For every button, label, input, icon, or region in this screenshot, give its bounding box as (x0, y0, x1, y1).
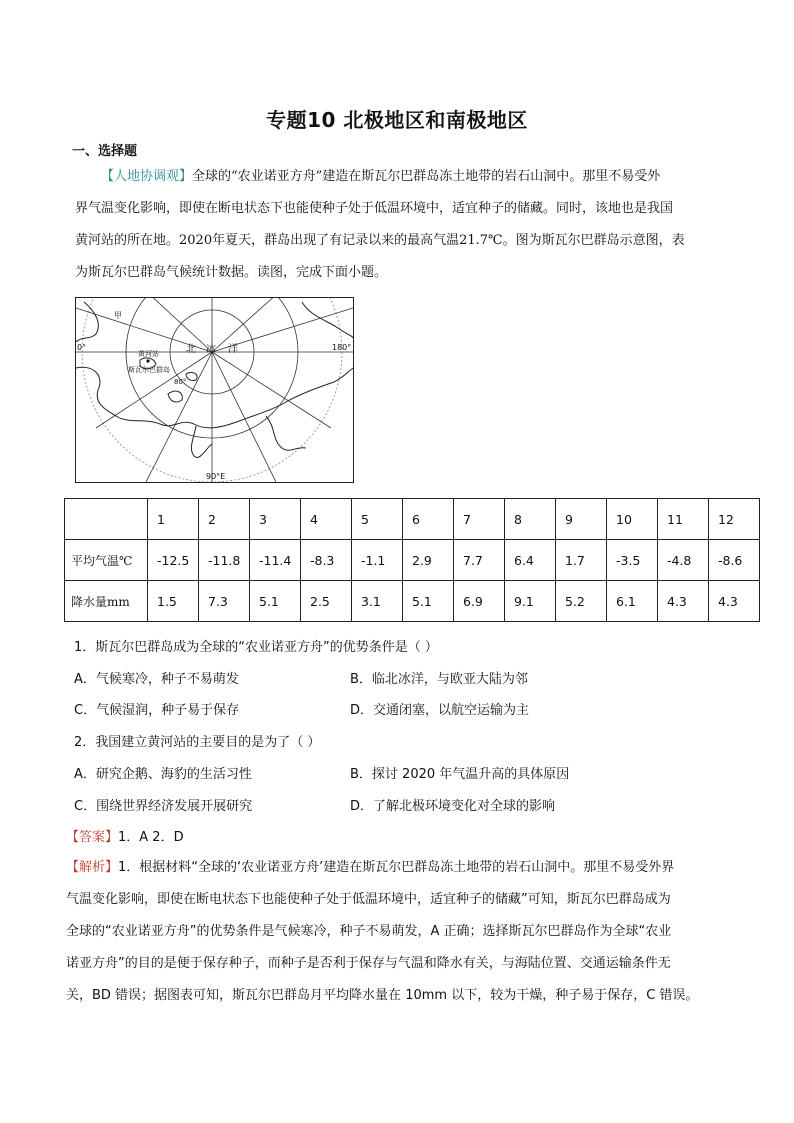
table-cell: -11.8 (199, 540, 250, 581)
question-2-option-d: D．了解北极环境变化对全球的影响 (350, 799, 556, 814)
table-month-cell: 1 (148, 499, 199, 540)
analysis-line-2: 气温变化影响，即使在断电状态下也能使种子处于低温环境中，适宜种子的储藏”可知，斯瓦尔巴群岛成为 (66, 892, 671, 907)
table-cell: 6.9 (454, 581, 505, 622)
table-cell: 2.9 (403, 540, 454, 581)
table-cell: 1.7 (556, 540, 607, 581)
table-cell: 5.1 (403, 581, 454, 622)
table-cell: 1.5 (148, 581, 199, 622)
analysis-line-1: 【解析】1．根据材料“全球的‘农业诺亚方舟’建造在斯瓦尔巴群岛冻土地带的岩石山洞中。那里不易受外界 (66, 860, 675, 875)
table-row-label-temp: 平均气温℃ (65, 540, 148, 581)
table-cell: 6.4 (505, 540, 556, 581)
map-label-bei: 北 (186, 344, 196, 355)
franz-josef-land (186, 372, 197, 380)
coastline-taimyr (191, 426, 212, 457)
table-month-cell: 2 (199, 499, 250, 540)
huanghe-station-marker (146, 359, 149, 362)
section-heading: 一、选择题 (72, 144, 138, 159)
table-cell: 7.7 (454, 540, 505, 581)
svalbard-map (75, 297, 354, 483)
intro-line-4: 为斯瓦尔巴群岛气候统计数据。读图，完成下面小题。 (75, 265, 388, 280)
question-1-option-a: A．气候寒冷，种子不易萌发 (74, 672, 239, 687)
analysis-line-5: 关，BD 错误；据图表可知，斯瓦尔巴群岛月平均降水量在 10mm 以下，较为干燥，种子易于保存，C 错误。 (66, 988, 699, 1003)
table-cell: 4.3 (709, 581, 760, 622)
analysis-line-3: 全球的“农业诺亚方舟”的优势条件是气候寒冷，种子不易萌发，A 正确；选择斯瓦尔巴群岛作为全球“农业 (66, 924, 672, 939)
table-month-cell: 4 (301, 499, 352, 540)
table-month-cell: 5 (352, 499, 403, 540)
coastline-eurasia (76, 367, 353, 428)
table-month-cell: 9 (556, 499, 607, 540)
table-cell: 4.3 (658, 581, 709, 622)
question-1-option-d: D．交通闭塞，以航空运输为主 (350, 703, 530, 718)
coastline-greenland (76, 302, 98, 342)
table-cell: 5.2 (556, 581, 607, 622)
climate-table (64, 498, 760, 622)
intro-line-3: 黄河站的所在地。2020年夏天，群岛出现了有记录以来的最高气温21.7℃。图为斯瓦尔巴群岛示意图，表 (75, 233, 685, 248)
analysis-label: 【解析】 (66, 860, 119, 875)
table-month-cell: 7 (454, 499, 505, 540)
answer-text: 1．A 2．D (118, 830, 184, 845)
question-2-stem: 2．我国建立黄河站的主要目的是为了（ ） (74, 735, 321, 750)
coastline-siberia (266, 416, 306, 450)
answer-label: 【答案】 (66, 830, 119, 845)
table-corner-cell (65, 499, 148, 540)
question-1-stem: 1．斯瓦尔巴群岛成为全球的“农业诺亚方舟”的优势条件是（ ） (74, 640, 438, 655)
intro-line-1: 【人地协调观】全球的“农业诺亚方舟”建造在斯瓦尔巴群岛冻土地带的岩石山洞中。那里不易受外 (101, 169, 661, 184)
analysis-block (66, 852, 736, 1012)
intro-line-2: 界气温变化影响，即使在断电状态下也能使种子处于低温环境中，适宜种子的储藏。同时，该地也是我国 (75, 201, 674, 216)
map-label-svalbard: 斯瓦尔巴群岛 (128, 366, 170, 374)
map-label-huanghe-station: 黄河站 (138, 350, 159, 358)
table-month-cell: 10 (607, 499, 658, 540)
question-2-option-c: C．围绕世界经济发展开展研究 (74, 799, 253, 814)
map-label-yang: 洋 (228, 344, 238, 355)
table-cell: 3.1 (352, 581, 403, 622)
table-cell: 9.1 (505, 581, 556, 622)
analysis-line-4: 诺亚方舟”的目的是便于保存种子，而种子是否利于保存与气温和降水有关，与海陆位置、交通运输条件无 (66, 956, 671, 971)
intro-tag: 【人地协调观】 (101, 169, 193, 184)
table-cell: 6.1 (607, 581, 658, 622)
table-cell: -11.4 (250, 540, 301, 581)
table-temperature-row (65, 540, 760, 581)
map-label-80-deg: 80° (174, 378, 187, 386)
table-month-cell: 12 (709, 499, 760, 540)
table-cell: -8.6 (709, 540, 760, 581)
table-cell: -3.5 (607, 540, 658, 581)
question-2-option-b: B．探讨 2020 年气温升高的具体原因 (350, 767, 570, 782)
table-month-cell: 6 (403, 499, 454, 540)
table-cell: 2.5 (301, 581, 352, 622)
table-cell: -8.3 (301, 540, 352, 581)
table-cell: -4.8 (658, 540, 709, 581)
map-label-0-deg: 0° (77, 343, 87, 352)
table-header-row (65, 499, 760, 540)
table-row-label-precip: 降水量mm (65, 581, 148, 622)
table-cell: 7.3 (199, 581, 250, 622)
table-precipitation-row (65, 581, 760, 622)
map-label-90e: 90°E (206, 472, 226, 481)
coastline-alaska (302, 302, 353, 338)
page-title: 专题10 北极地区和南极地区 (266, 108, 528, 132)
polar-projection-map (76, 298, 353, 482)
answer-line (66, 826, 184, 845)
question-1-option-b: B．临北冰洋，与欧亚大陆为邻 (350, 672, 528, 687)
table-cell: 5.1 (250, 581, 301, 622)
question-1-option-c: C．气候湿润，种子易于保存 (74, 703, 240, 718)
map-label-bing: 冰 (206, 344, 216, 355)
map-label-180-deg: 180° (332, 343, 352, 352)
table-month-cell: 3 (250, 499, 301, 540)
table-cell: -1.1 (352, 540, 403, 581)
question-2-option-a: A．研究企鹅、海豹的生活习性 (74, 767, 252, 782)
table-month-cell: 11 (658, 499, 709, 540)
map-label-jia: 甲 (114, 311, 122, 320)
table-cell: -12.5 (148, 540, 199, 581)
intro-paragraph (75, 161, 725, 289)
table-month-cell: 8 (505, 499, 556, 540)
novaya-zemlya (168, 391, 182, 402)
